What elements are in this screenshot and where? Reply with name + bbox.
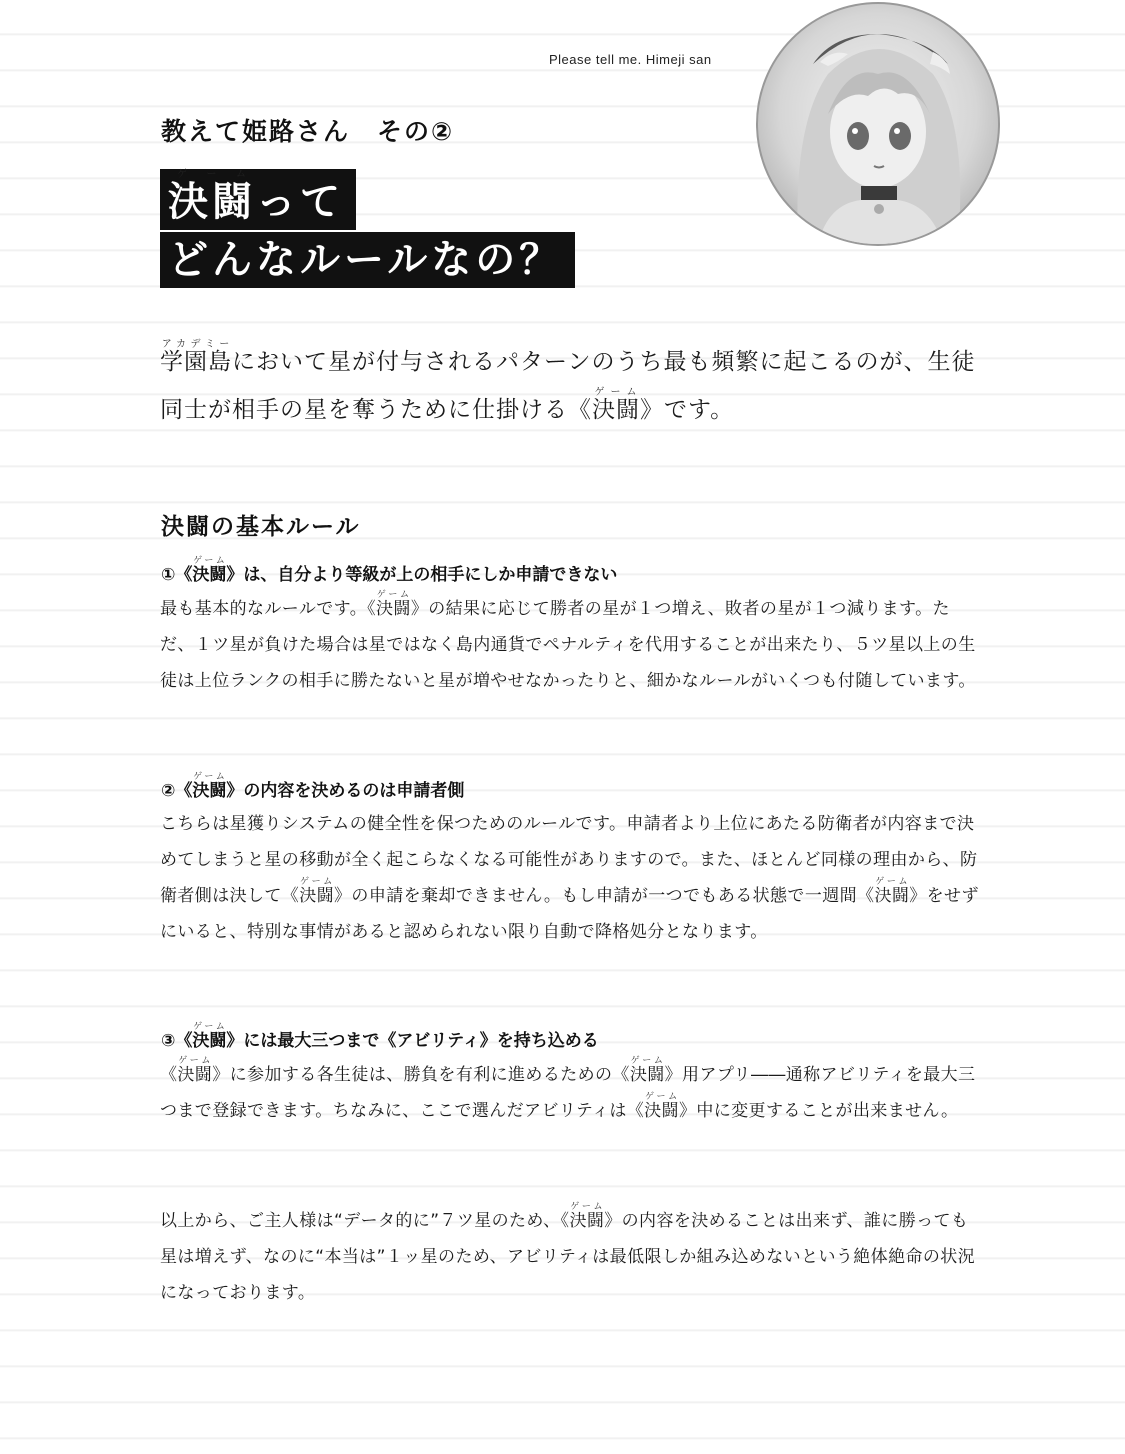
rule-1-body-word: 決闘 (376, 599, 411, 619)
rule-1-head-pre: ①《 (161, 565, 193, 585)
rule-2-body-ruby-2 (874, 877, 910, 906)
rule-3-body-1: 》に参加する各生徒は、勝負を有利に進めるための《 (212, 1065, 630, 1085)
rule-3-head-pre: ③《 (161, 1031, 193, 1051)
conclusion-ruby (569, 1202, 605, 1231)
rule-3-heading (161, 1022, 599, 1054)
rule-2-head-ruby (192, 772, 227, 801)
rule-1-body-ruby (376, 590, 411, 619)
rule-3-body-ruby (629, 1056, 665, 1085)
intro-paragraph (160, 338, 980, 434)
title-line-1-rest: って (256, 179, 344, 225)
rule-3-head-word: 決闘 (192, 1031, 227, 1051)
rule-2-paragraph (160, 806, 980, 950)
rule-3-body-ruby-0 (177, 1056, 213, 1085)
rule-2-body-2: 》の申請を棄却できません。もし申請が一つでもある状態で一週間《 (334, 886, 875, 906)
rule-3-body-reading-2: ゲーム (644, 1092, 679, 1102)
intro-text-2: 》です。 (640, 397, 735, 423)
rule-3-body-word-2: 決闘 (644, 1101, 679, 1121)
rule-3-body-3: 》中に変更することが出来ません。 (678, 1101, 959, 1121)
intro-text-1: において星が付与されるパターンのうち最も頻繁に起こるのが、生徒同士が相手の星を奪うために仕掛ける《 (160, 349, 976, 423)
rule-1-body-1: 最も基本的なルールです。《 (160, 599, 376, 619)
title-line-1 (160, 169, 356, 230)
rule-3-head-reading: ゲーム (192, 1022, 227, 1032)
rule-2-heading (161, 772, 464, 804)
rule-1-body-2: 》の結果に応じて勝者の星が１つ増え、敗者の星が１つ減ります。ただ、１ツ星が負けた場合は星ではなく島内通貨でペナルティを代用することが出来たり、５ツ星以上の生徒は上位ランクの相手に勝たないと星が増やせなかったりと、細かなルールがいくつも付随しています。 (160, 599, 976, 691)
conclusion-text-2: 》の内容を決めることは出来ず、誰に勝っても星は増えず、なのに“本当は”１ッ星のため、アビリティは最低限しか組み込めないという絶体絶命の状況になっております。 (160, 1211, 976, 1303)
rule-1-body (160, 590, 980, 699)
rule-2-body-ruby (299, 877, 335, 906)
rule-2-body-3: 》をせずにいると、特別な事情があると認められない限り自動で降格処分となります。 (160, 886, 979, 942)
rule-2-body (160, 806, 980, 950)
rule-2-head-pre: ②《 (161, 781, 193, 801)
rule-3-body (160, 1056, 980, 1129)
section-title: 決闘の基本ルール (161, 514, 361, 540)
rule-3-head-post: 》には最大三つまで《アビリティ》を持ち込める (226, 1031, 599, 1051)
rule-1-heading (161, 556, 617, 588)
conclusion-word: 決闘 (569, 1211, 605, 1231)
intro-game-reading: ゲーム (592, 387, 640, 398)
rule-2-body-word-2: 決闘 (874, 886, 910, 906)
rule-3-body-0: 《 (160, 1065, 178, 1085)
rule-2-head-word: 決闘 (192, 781, 227, 801)
rule-3-body-word-0: 決闘 (177, 1065, 213, 1085)
rule-3-body-reading-0: ゲーム (177, 1056, 213, 1066)
title-ruby (168, 169, 256, 225)
english-subtitle: Please tell me. Himeji san (549, 52, 712, 67)
rule-1-body-reading: ゲーム (376, 590, 411, 600)
rule-3-body-reading: ゲーム (629, 1056, 665, 1066)
title-word: 決闘 (168, 179, 256, 225)
title-line-2: どんなルールなの？ (160, 232, 575, 288)
rule-3-paragraph (160, 1056, 980, 1129)
series-title: 教えて姫路さん その② (161, 117, 455, 146)
rule-3-body-word: 決闘 (629, 1065, 665, 1085)
academy-ruby (160, 339, 232, 375)
rule-1-paragraph (160, 590, 980, 699)
conclusion-paragraph (160, 1202, 980, 1311)
rule-2-body-reading-2: ゲーム (874, 877, 910, 887)
academy-reading: アカデミー (160, 339, 232, 350)
rule-2-head-reading: ゲーム (192, 772, 227, 782)
rule-2-head-post: 》の内容を決めるのは申請者側 (226, 781, 465, 801)
rule-2-body-word: 決闘 (299, 886, 335, 906)
title-word-reading: ゲーム (168, 169, 256, 180)
conclusion-reading: ゲーム (569, 1202, 605, 1212)
conclusion-text-1: 以上から、ご主人様は“データ的に”７ツ星のため、《 (160, 1211, 570, 1231)
rule-2-body-reading: ゲーム (299, 877, 335, 887)
rule-3-body-ruby-2 (644, 1092, 679, 1121)
academy-word: 学園島 (160, 349, 232, 375)
rule-1-head-reading: ゲーム (192, 556, 227, 566)
rule-3-body-2: 》用アプリ――通称アビリティを最大三つまで登録できます。ちなみに、ここで選んだアビリティは《 (160, 1065, 976, 1121)
character-illustration (758, 4, 998, 244)
intro-game-word: 決闘 (592, 397, 640, 423)
rule-2-body-1: こちらは星獲りシステムの健全性を保つためのルールです。申請者より上位にあたる防衛者が内容まで決めてしまうと星の移動が全く起こらなくなる可能性がありますので。また、ほとんど同様の理由から、防衛者側は決して《 (160, 814, 978, 906)
rule-1-head-post: 》は、自分より等級が上の相手にしか申請できない (226, 565, 618, 585)
character-portrait (756, 2, 1000, 246)
intro-game-ruby (592, 387, 640, 423)
rule-3-head-ruby (192, 1022, 227, 1051)
conclusion-text (160, 1202, 980, 1311)
rule-1-head-word: 決闘 (192, 565, 227, 585)
rule-1-head-ruby (192, 556, 227, 585)
